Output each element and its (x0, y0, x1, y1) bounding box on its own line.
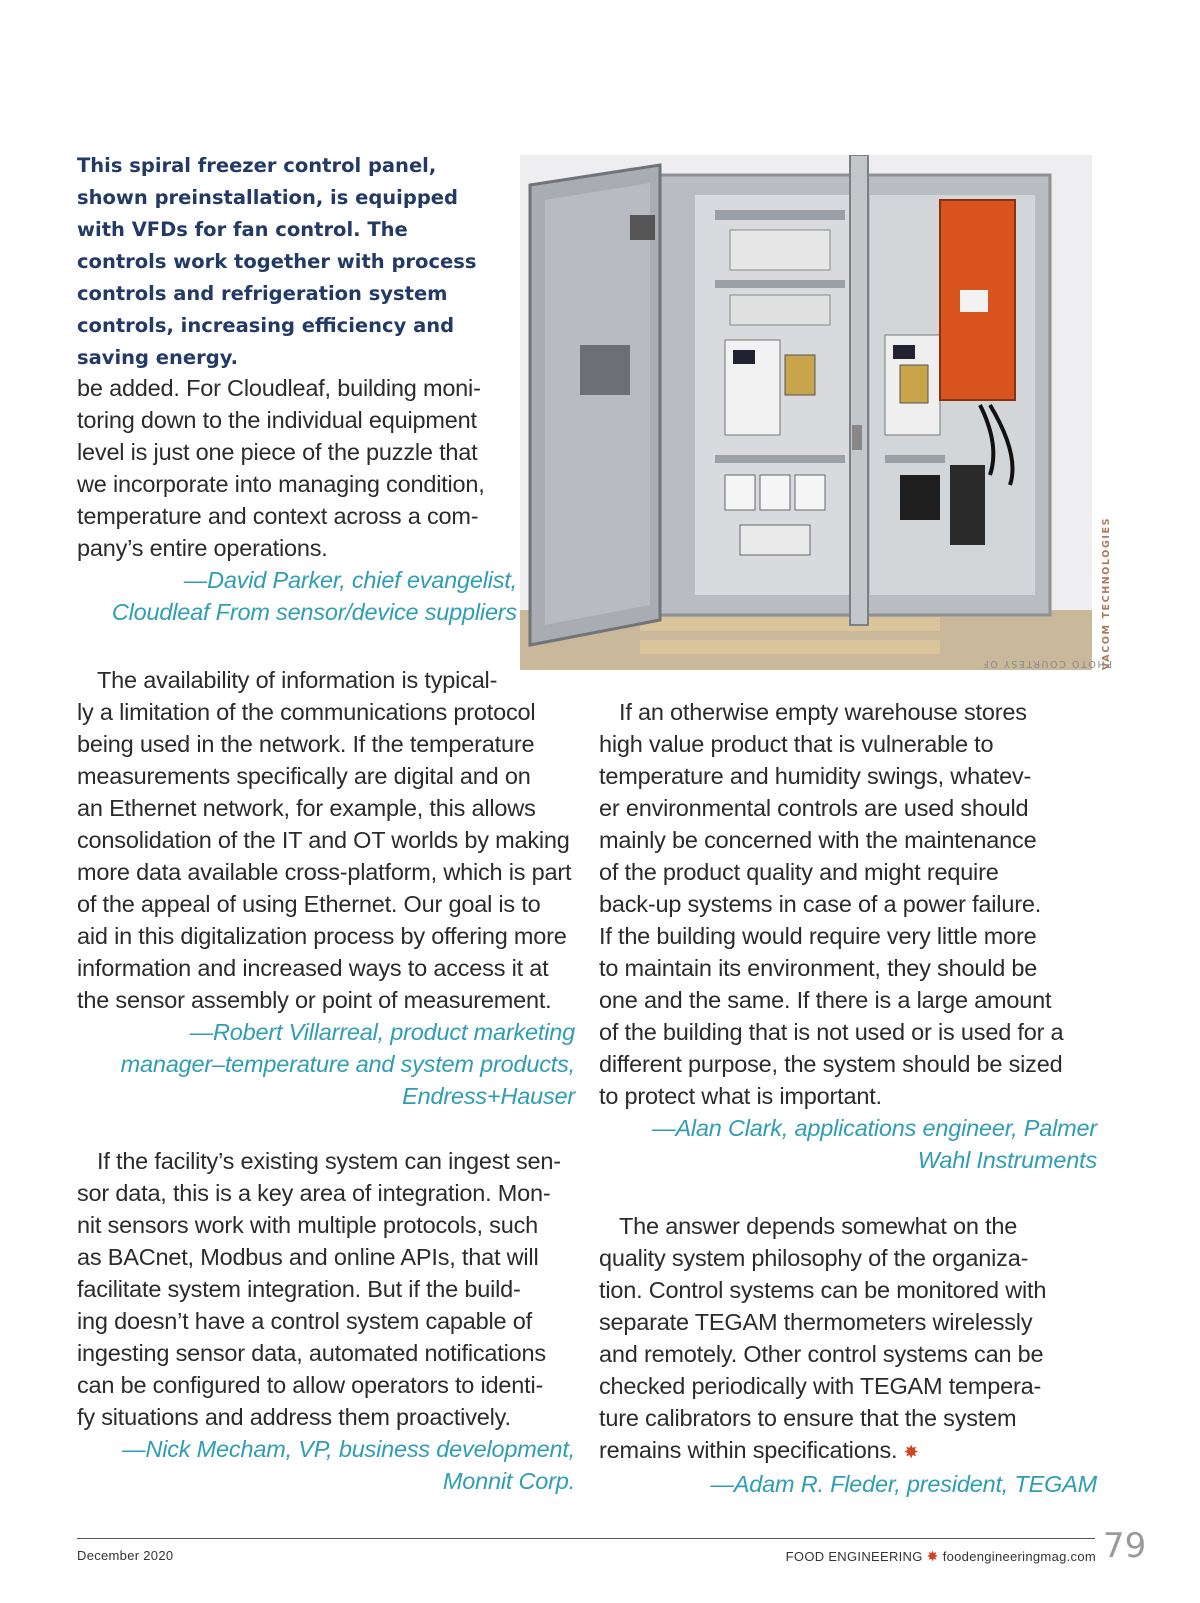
text-line: If an otherwise empty warehouse stores (619, 699, 1027, 725)
page-number: 79 (1103, 1526, 1147, 1566)
attribution-line: —David Parker, chief evangelist, (183, 567, 517, 593)
attribution-line: Wahl Instruments (917, 1147, 1097, 1173)
left-paragraph-2 (77, 664, 575, 1112)
text-line: tion. Control systems can be monitored with (599, 1277, 1047, 1303)
text-line: checked periodically with TEGAM tempera- (599, 1373, 1042, 1399)
text-line: quality system philosophy of the organiza- (599, 1245, 1029, 1271)
attribution-line: Cloudleaf From sensor/device suppliers (111, 599, 517, 625)
text-line: level is just one piece of the puzzle that (77, 439, 478, 465)
text-line: different purpose, the system should be sized (599, 1051, 1063, 1077)
attribution-line: Endress+Hauser (402, 1083, 575, 1109)
text-line: If the building would require very little more (599, 923, 1037, 949)
text-line: measurements specifically are digital and on (77, 763, 531, 789)
attribution-line: manager–temperature and system products, (120, 1051, 575, 1077)
photo-caption: This spiral freezer control panel, shown preinstallation, is equipped with VFDs for fan control. The controls work together with process controls and refrigeration system controls, increasing efficiency and saving energy. (77, 154, 477, 369)
photo-credit-prefix: PHOTO COURTESY OF (981, 658, 1112, 669)
text-line: If the facility’s existing system can ingest sen- (97, 1148, 561, 1174)
right-paragraph-1 (599, 696, 1097, 1176)
text-line: one and the same. If there is a large amount (599, 987, 1052, 1013)
attribution-line: Monnit Corp. (442, 1468, 575, 1494)
text-line: we incorporate into managing condition, (77, 471, 485, 497)
text-line: mainly be concerned with the maintenance (599, 827, 1037, 853)
text-line: of the product quality and might require (599, 859, 999, 885)
control-panel-photo (520, 155, 1092, 670)
text-line: ly a limitation of the communications protocol (77, 699, 536, 725)
footer-date: December 2020 (77, 1548, 174, 1563)
text-line: back-up systems in case of a power failure. (599, 891, 1042, 917)
footer-rule (77, 1538, 1095, 1539)
text-line: being used in the network. If the temperature (77, 731, 535, 757)
text-line (599, 1434, 1097, 1468)
text-line: the sensor assembly or point of measurement. (77, 987, 552, 1013)
text-line: aid in this digitalization process by offering more (77, 923, 567, 949)
text-line: and remotely. Other control systems can be (599, 1341, 1044, 1367)
photo-credit-source: VACOM TECHNOLOGIES (1101, 516, 1112, 670)
separator-dot-icon: ✸ (926, 1548, 939, 1564)
text-line: information and increased ways to access it at (77, 955, 549, 981)
text-line: sor data, this is a key area of integration. Mon- (77, 1180, 551, 1206)
control-panel-illustration (520, 155, 1092, 670)
text-line: an Ethernet network, for example, this allows (77, 795, 536, 821)
text-line: high value product that is vulnerable to (599, 731, 994, 757)
footer-publication (786, 1548, 1096, 1565)
text-line: temperature and context across a com- (77, 503, 479, 529)
text-line: toring down to the individual equipment (77, 407, 477, 433)
photo-credit (981, 420, 1116, 670)
text-line: consolidation of the IT and OT worlds by making (77, 827, 570, 853)
text-line: ture calibrators to ensure that the system (599, 1405, 1017, 1431)
text-line: more data available cross-platform, which is part (77, 859, 572, 885)
text-line: ing doesn’t have a control system capable of (77, 1308, 532, 1334)
text-line: can be configured to allow operators to identi- (77, 1372, 544, 1398)
website-link[interactable]: foodengineeringmag.com (942, 1549, 1096, 1564)
text-line: pany’s entire operations. (77, 535, 328, 561)
attribution-line: —Alan Clark, applications engineer, Palmer (652, 1115, 1097, 1141)
text-line: nit sensors work with multiple protocols, such (77, 1212, 538, 1238)
text-line-content: remains within specifications. (599, 1437, 898, 1463)
text-line: ingesting sensor data, automated notifications (77, 1340, 546, 1366)
text-line: to maintain its environment, they should be (599, 955, 1038, 981)
text-line: The answer depends somewhat on the (619, 1213, 1018, 1239)
text-line: fy situations and address them proactively. (77, 1404, 511, 1430)
text-line: er environmental controls are used should (599, 795, 1029, 821)
right-paragraph-2 (599, 1210, 1097, 1500)
attribution-line: —Robert Villarreal, product marketing (189, 1019, 575, 1045)
left-paragraph-3 (77, 1145, 575, 1497)
text-line: temperature and humidity swings, whatev- (599, 763, 1032, 789)
text-line: separate TEGAM thermometers wirelessly (599, 1309, 1033, 1335)
text-line: to protect what is important. (599, 1083, 882, 1109)
publication-name: FOOD ENGINEERING (785, 1549, 923, 1564)
attribution-line: —Nick Mecham, VP, business development, (122, 1436, 575, 1462)
text-line: facilitate system integration. But if the build- (77, 1276, 521, 1302)
text-line: be added. For Cloudleaf, building moni- (77, 375, 481, 401)
text-line: The availability of information is typical- (97, 667, 498, 693)
text-line: of the appeal of using Ethernet. Our goal is to (77, 891, 541, 917)
attribution-line: —Adam R. Fleder, president, TEGAM (710, 1471, 1097, 1497)
text-line: as BACnet, Modbus and online APIs, that will (77, 1244, 539, 1270)
end-of-article-icon: ✸ (903, 1442, 919, 1462)
left-paragraph-1 (77, 372, 517, 628)
text-line: of the building that is not used or is used for a (599, 1019, 1064, 1045)
